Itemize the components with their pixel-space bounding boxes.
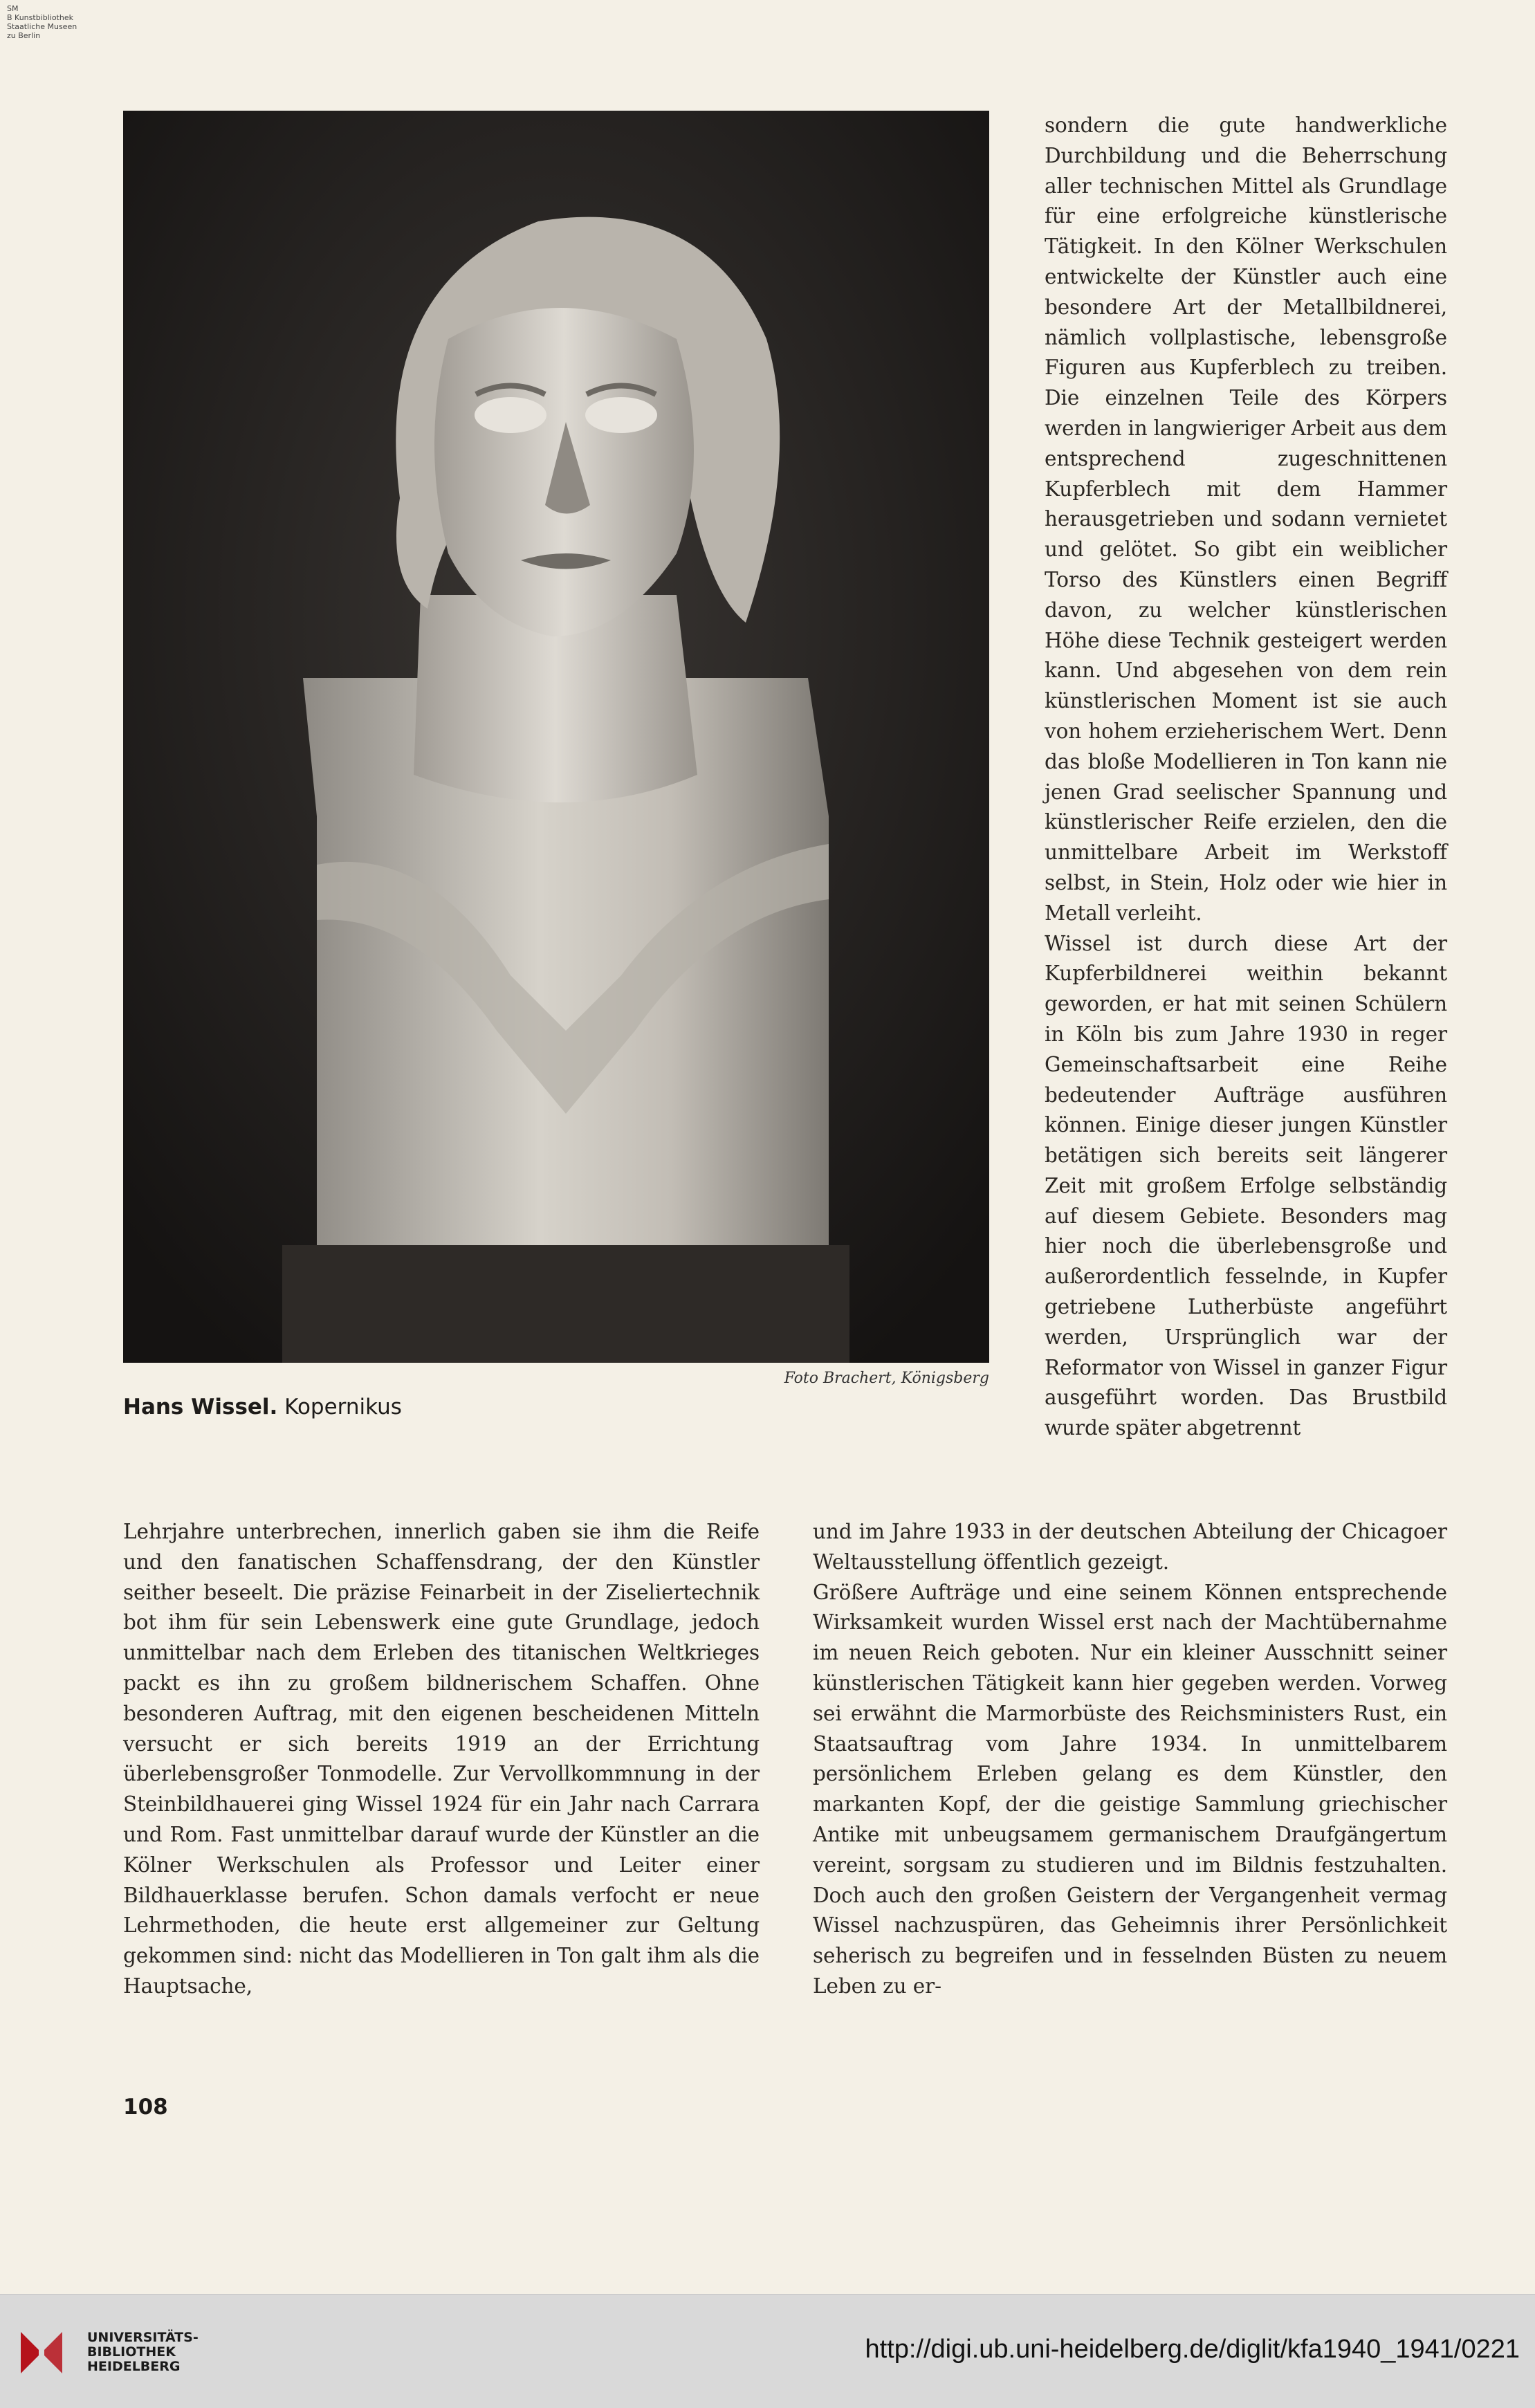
caption-title: Kopernikus bbox=[277, 1395, 402, 1419]
paragraph: Größere Aufträge und eine seinem Können entsprechende Wirksamkeit wurden Wissel erst nach der Machtübernahme im neuen Reich geboten. Nur ein kleiner Ausschnitt seiner künstlerischen Tätigkeit kann hier gegeben werden. Vorweg sei erwähnt die Marmorbüste des Reichsministers Rust, ein Staatsauftrag vom Jahre 1934. In unmittelbarem persönlichem Erleben gelang es dem Künstler, den markanten Kopf, der die geistige Sammlung griechischer Antike mit unbeugsamem germanischem Draufgängertum vereint, sorgsam zu studieren und im Bildnis festzuhalten. Doch auch den großen Geistern der Vergangenheit vermag Wissel nachzuspüren, das Geheimnis ihrer Persönlichkeit seherisch zu begreifen und in fesselnden Büsten zu neuem Leben zu er- bbox=[813, 1580, 1447, 1998]
stamp-line: Staatliche Museen bbox=[7, 22, 77, 31]
bust-photograph bbox=[123, 111, 989, 1363]
paragraph: und im Jahre 1933 in der deutschen Abteilung der Chicagoer Weltausstellung öffentlich gezeigt. bbox=[813, 1520, 1447, 1574]
university-library-logo-icon bbox=[15, 2325, 68, 2378]
right-text-column bbox=[1045, 111, 1447, 1444]
library-name-line: BIBLIOTHEK bbox=[87, 2344, 176, 2360]
figure-caption bbox=[123, 1395, 607, 1419]
paragraph: Wissel ist durch diese Art der Kupferbildnerei weithin bekannt geworden, er hat mit seinen Schülern in Köln bis zum Jahre 1930 in reger Gemeinschaftsarbeit eine Reihe bedeutender Aufträge ausführen können. Einige dieser jungen Künstler betätigen sich bereits seit längerer Zeit mit großem Erfolge selbständig auf diesem Gebiete. Besonders mag hier noch die überlebensgroße und außerordentlich fesselnde, in Kupfer getriebene Lutherbüste angeführt werden, Ursprünglich war der Reformator von Wissel in ganzer Figur ausgeführt worden. Das Brustbild wurde später abgetrennt bbox=[1045, 931, 1447, 1440]
stamp-line: zu Berlin bbox=[7, 31, 41, 40]
photo-credit: Foto Brachert, Königsberg bbox=[784, 1370, 989, 1387]
library-name-line: UNIVERSITÄTS- bbox=[87, 2330, 199, 2345]
page-number: 108 bbox=[123, 2095, 168, 2120]
library-name bbox=[87, 2331, 199, 2374]
paragraph: Lehrjahre unterbrechen, innerlich gaben sie ihm die Reife und den fanatischen Schaffensdrang, der den Künstler seither beseelt. Die präzise Feinarbeit in der Ziseliertechnik bot ihm für sein Lebenswerk eine gute Grundlage, jedoch unmittelbar nach dem Erleben des titanischen Weltkrieges packt es ihn zu großem bildnerischem Schaffen. Ohne besonderen Auftrag, mit den eigenen bescheidenen Mitteln versucht er sich bereits 1919 an der Errichtung überlebensgroßer Tonmodelle. Zur Vervollkommnung in der Steinbildhauerei ging Wissel 1924 für ein Jahr nach Carrara und Rom. Fast unmittelbar darauf wurde der Künstler an die Kölner Werkschulen als Professor und Leiter einer Bildhauerklasse berufen. Schon damals verfocht er neue Lehrmethoden, die heute erst allgemeiner zur Geltung gekommen sind: nicht das Modellieren in Ton galt ihm als die Hauptsache, bbox=[123, 1520, 760, 1998]
caption-artist: Hans Wissel. bbox=[123, 1395, 278, 1419]
library-name-line: HEIDELBERG bbox=[87, 2359, 181, 2374]
stamp-line: SM bbox=[7, 4, 19, 13]
permalink-url[interactable]: http://digi.ub.uni-heidelberg.de/diglit/kfa1940_1941/0221 bbox=[865, 2335, 1520, 2364]
stamp-line: B Kunstbibliothek bbox=[7, 13, 73, 22]
footer-bar bbox=[0, 2294, 1535, 2408]
library-stamp bbox=[7, 4, 145, 40]
paragraph: sondern die gute handwerkliche Durchbildung und die Beherrschung aller technischen Mittel als Grundlage für eine erfolgreiche künstlerische Tätigkeit. In den Kölner Werkschulen entwickelte der Künstler auch eine besondere Art der Metallbildnerei, nämlich vollplastische, lebensgroße Figuren aus Kupferblech zu treiben. Die einzelnen Teile des Körpers werden in langwieriger Arbeit aus dem entsprechend zugeschnittenen Kupferblech mit dem Hammer herausgetrieben und sodann vernietet und gelötet. So gibt ein weiblicher Torso des Künstlers einen Begriff davon, zu welcher künstlerischen Höhe diese Technik gesteigert werden kann. Und abgesehen von dem rein künstlerischen Moment ist sie auch von hohem erzieherischem Wert. Denn das bloße Modellieren in Ton kann nie jenen Grad seelischer Spannung und künstlerischer Reife erzielen, den die unmittelbare Arbeit im Werkstoff selbst, in Stein, Holz oder wie hier in Metall verleiht. bbox=[1045, 113, 1447, 925]
bottom-right-text-column bbox=[813, 1517, 1447, 2002]
left-text-column bbox=[123, 1517, 760, 2002]
